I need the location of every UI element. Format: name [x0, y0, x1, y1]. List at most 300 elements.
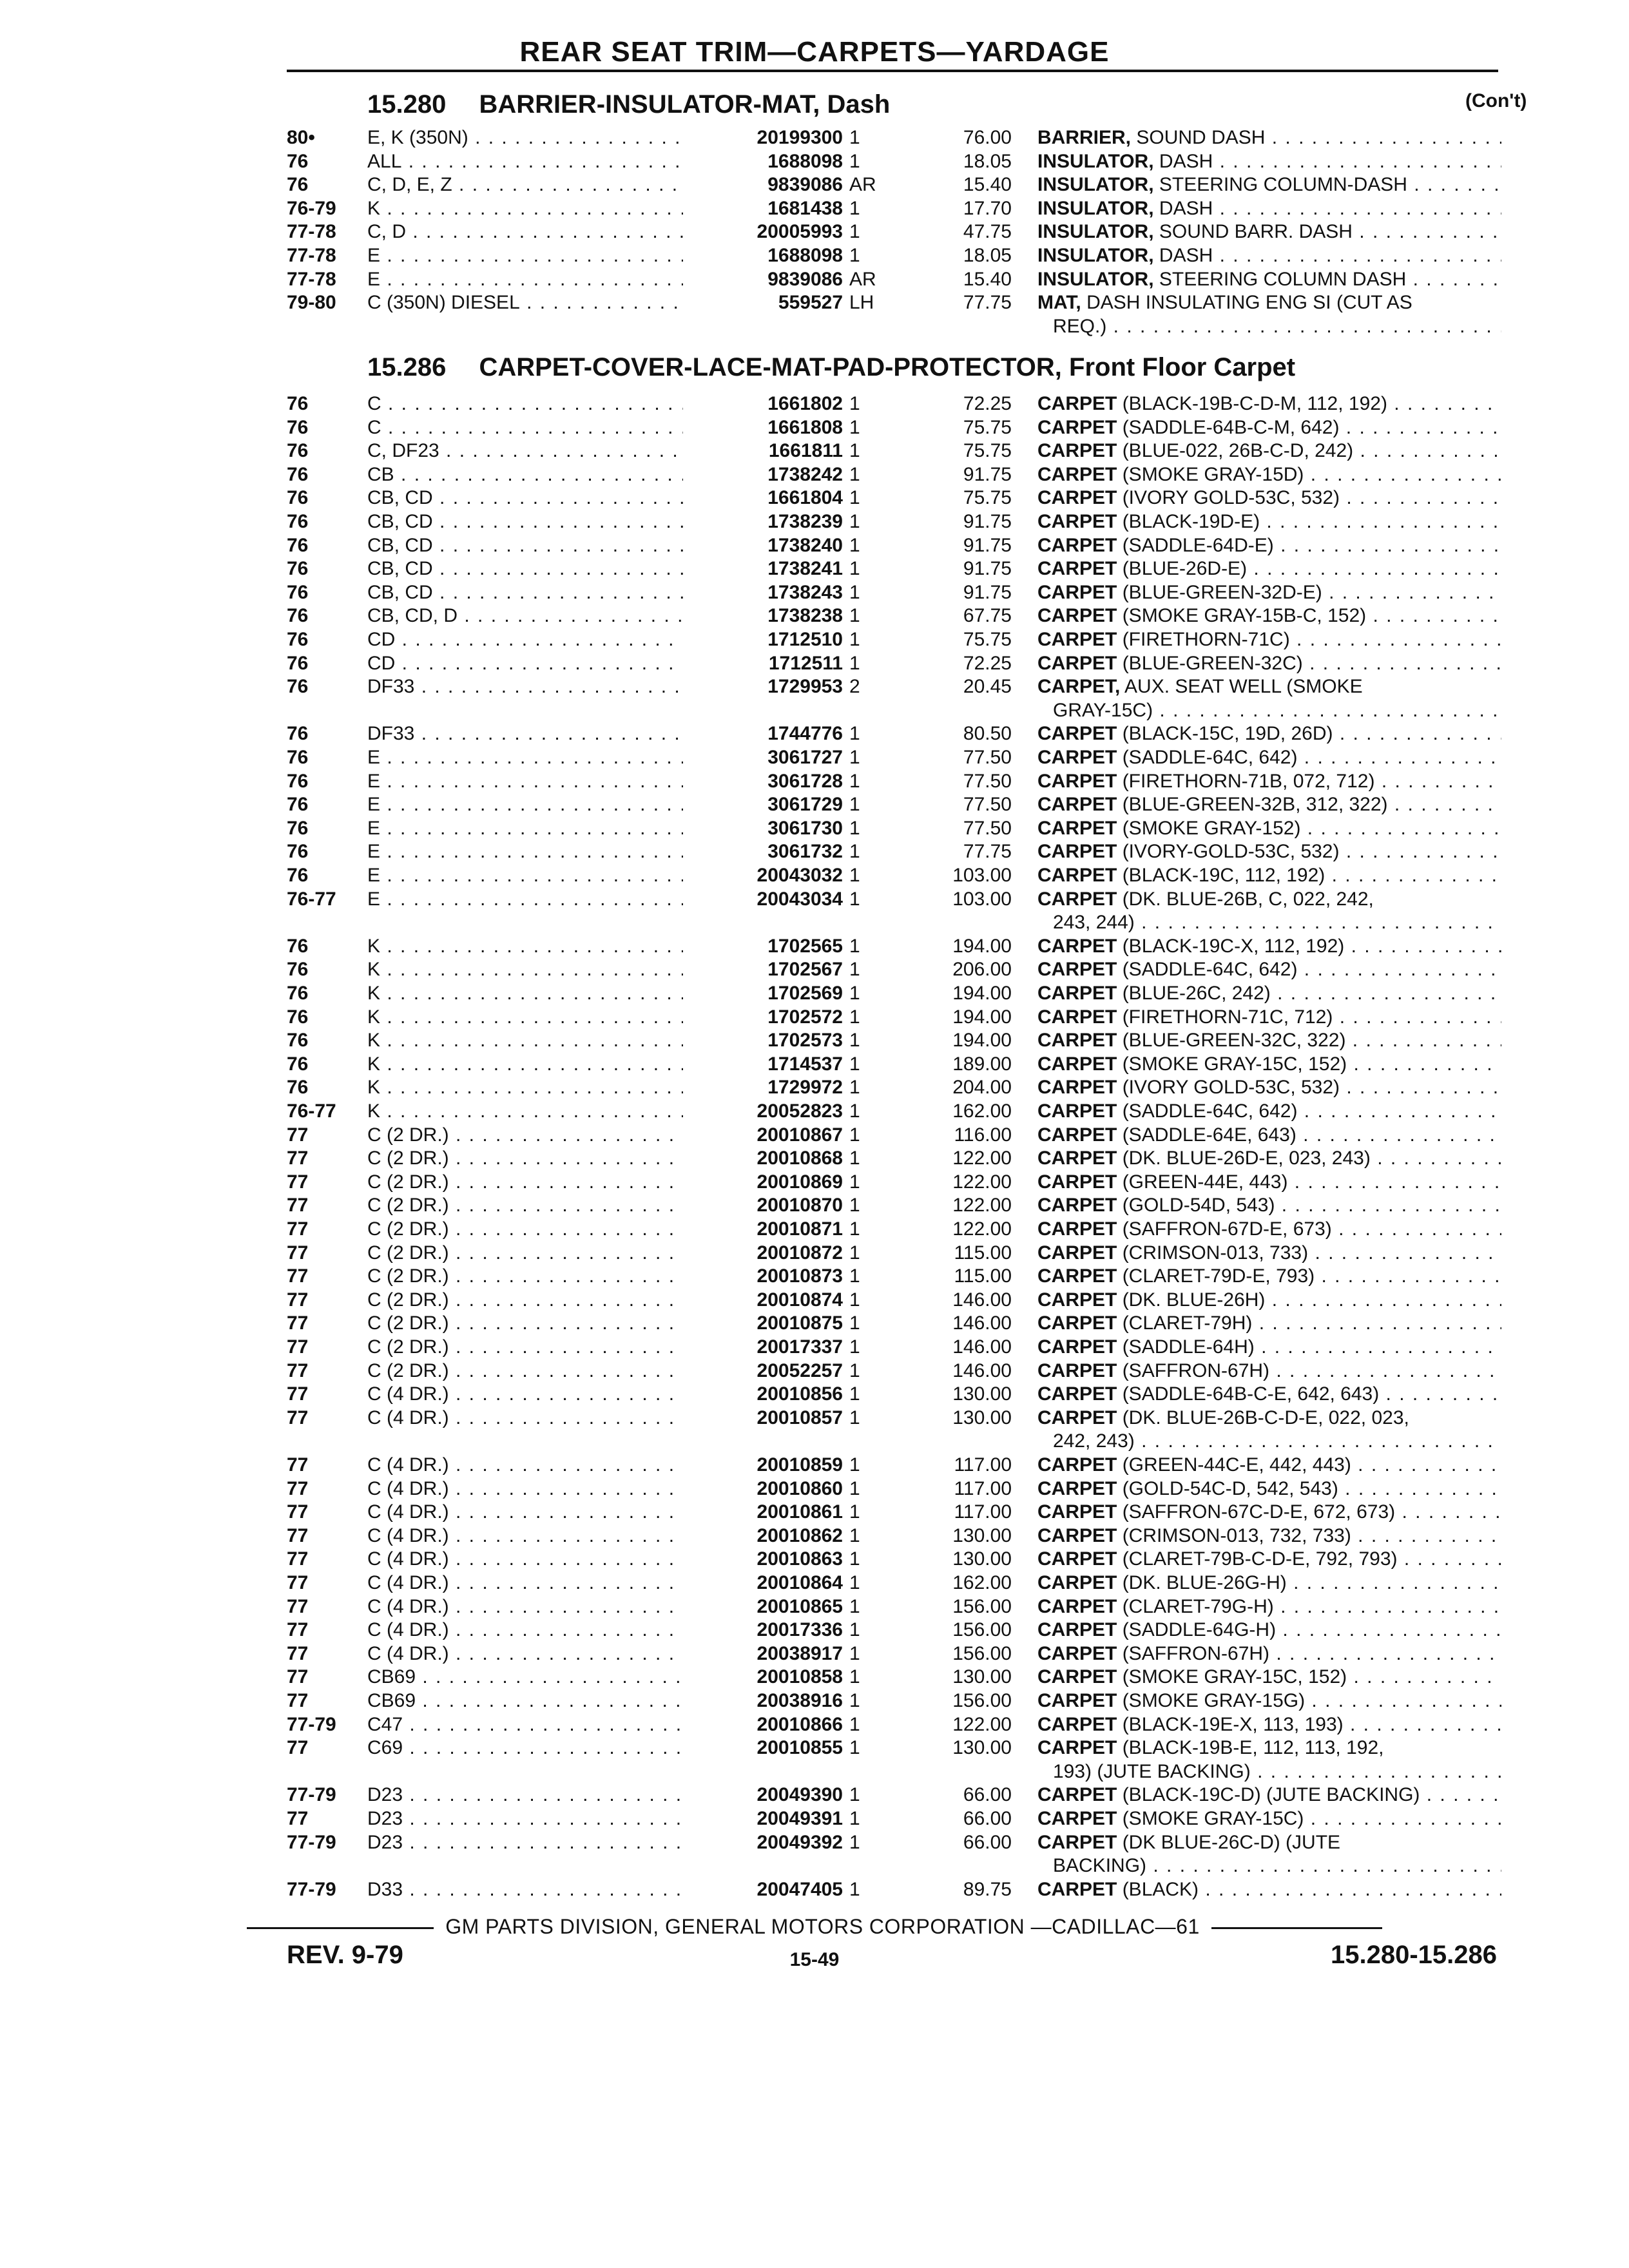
application: C (4 DR.) . . .	[367, 1477, 709, 1501]
application: C (4 DR.) . . .	[367, 1571, 709, 1595]
model-year: 76	[287, 841, 309, 863]
quantity: 1	[849, 1312, 860, 1334]
application: CB69 . . .	[367, 1689, 709, 1713]
part-name: CARPET	[1037, 1619, 1117, 1641]
quantity: 1	[849, 1454, 860, 1475]
part-detail: (SADDLE-64C, 642)	[1122, 747, 1298, 768]
application: C (2 DR.) . . .	[367, 1359, 709, 1383]
part-detail: (SMOKE GRAY-15C, 152)	[1122, 1053, 1347, 1075]
application: C (2 DR.) . . .	[367, 1335, 709, 1359]
part-detail: (BLACK-19C-X, 112, 192)	[1122, 935, 1345, 957]
part-name: CARPET	[1037, 1124, 1117, 1146]
description-continuation	[1053, 1854, 1501, 1878]
part-number: 20010875	[683, 1311, 843, 1335]
section-subtitle: Dash	[827, 90, 891, 119]
parts-row	[0, 981, 1629, 1005]
part-name: CARPET	[1037, 1595, 1117, 1617]
quantity: 1	[849, 1030, 860, 1052]
list-price: 80.50	[963, 723, 1012, 745]
application: D33 . . .	[367, 1878, 709, 1901]
model-year: 76	[287, 558, 309, 580]
parts-row	[0, 1618, 1629, 1642]
part-detail: (FIRETHORN-71C, 712)	[1122, 1006, 1333, 1028]
part-number: 1702565	[683, 934, 843, 958]
part-detail: (SMOKE GRAY-15D)	[1122, 463, 1304, 485]
list-price: 91.75	[963, 511, 1012, 532]
part-name: CARPET	[1037, 1218, 1117, 1240]
part-description	[1037, 1075, 1501, 1099]
part-detail: (BLACK)	[1122, 1878, 1199, 1900]
part-number: 1702567	[683, 957, 843, 981]
description-continuation	[1053, 698, 1501, 722]
model-year: 77-79	[287, 1784, 336, 1806]
model-year: 76	[287, 150, 309, 172]
application: E . . .	[367, 793, 709, 816]
model-year: 77	[287, 1642, 309, 1664]
leader-dots	[1153, 700, 1501, 721]
part-description	[1037, 1288, 1501, 1312]
leader-dots	[1297, 959, 1501, 980]
parts-row	[0, 1288, 1629, 1312]
part-detail: (BLUE-26D-E)	[1122, 558, 1248, 580]
parts-row	[0, 745, 1629, 769]
leader-dots	[1213, 198, 1501, 219]
part-detail: (DK. BLUE-26H)	[1122, 1289, 1266, 1311]
list-price: 18.05	[963, 150, 1012, 172]
part-number: 1738242	[683, 463, 843, 486]
model-year: 76	[287, 605, 309, 627]
application: C (2 DR.) . . .	[367, 1288, 709, 1312]
part-description	[1037, 220, 1501, 244]
quantity: 1	[849, 959, 860, 981]
application: K . . .	[367, 197, 709, 220]
parts-row	[0, 769, 1629, 793]
application: E . . .	[367, 816, 709, 840]
quantity: 2	[849, 676, 860, 698]
quantity: 1	[849, 1878, 860, 1900]
model-year: 79-80	[287, 292, 336, 314]
application: ALL . . .	[367, 149, 709, 173]
quantity: 1	[849, 841, 860, 863]
part-number: 20010855	[683, 1736, 843, 1760]
part-description	[1037, 1831, 1501, 1854]
model-year: 76-79	[287, 197, 336, 219]
part-description	[1037, 1571, 1501, 1595]
model-year: 77	[287, 1171, 309, 1193]
application: K . . .	[367, 1099, 709, 1123]
part-name: CARPET	[1037, 629, 1117, 650]
part-detail: (SADDLE-64H)	[1122, 1336, 1255, 1358]
part-number: 20047405	[683, 1878, 843, 1901]
part-name: CARPET	[1037, 770, 1117, 792]
list-price: 146.00	[952, 1360, 1012, 1381]
part-number: 9839086	[683, 173, 843, 197]
leader-dots	[1297, 1100, 1501, 1122]
parts-row	[0, 863, 1629, 887]
parts-row	[0, 793, 1629, 816]
part-name: CARPET	[1037, 1148, 1117, 1169]
quantity: 1	[849, 1524, 860, 1546]
model-year: 76-77	[287, 888, 336, 910]
list-price: 115.00	[954, 1265, 1012, 1287]
model-year: 76	[287, 723, 309, 745]
part-number: 1738240	[683, 533, 843, 557]
model-year: 77	[287, 1383, 309, 1405]
quantity: 1	[849, 817, 860, 839]
part-number: 20010856	[683, 1382, 843, 1406]
model-year: 76	[287, 935, 309, 957]
part-number: 20010874	[683, 1288, 843, 1312]
model-year: 76	[287, 652, 309, 674]
part-detail: (CLARET-79G-H)	[1122, 1595, 1274, 1617]
model-year: 77	[287, 1407, 309, 1428]
model-year: 76	[287, 511, 309, 532]
parts-row	[0, 1595, 1629, 1619]
part-name: CARPET	[1037, 1242, 1117, 1264]
part-number: 1738243	[683, 581, 843, 604]
parts-row	[0, 1547, 1629, 1571]
part-detail: (GOLD-54D, 543)	[1122, 1195, 1275, 1216]
part-number: 20010865	[683, 1595, 843, 1619]
model-year: 76	[287, 983, 309, 1004]
part-detail: DASH	[1159, 245, 1213, 266]
quantity: 1	[849, 1737, 860, 1759]
quantity: 1	[849, 1218, 860, 1240]
continuation-text: 193) (JUTE BACKING)	[1053, 1760, 1251, 1782]
parts-row	[0, 1524, 1629, 1548]
part-number: 1661811	[683, 439, 843, 463]
part-number: 20010858	[683, 1665, 843, 1689]
part-description	[1037, 934, 1501, 958]
list-price: 117.00	[954, 1501, 1012, 1523]
parts-row	[0, 557, 1629, 581]
leader-dots	[1398, 1548, 1502, 1570]
part-name: BARRIER,	[1037, 127, 1132, 148]
application: C (4 DR.) . . .	[367, 1406, 709, 1430]
list-price: 194.00	[952, 1006, 1012, 1028]
quantity: 1	[849, 1713, 860, 1735]
leader-dots	[1351, 1454, 1501, 1475]
part-name: CARPET	[1037, 1548, 1117, 1570]
list-price: 91.75	[963, 581, 1012, 603]
quantity: 1	[849, 1407, 860, 1428]
part-name: INSULATOR,	[1037, 197, 1154, 219]
parts-row	[0, 1382, 1629, 1406]
part-description	[1037, 957, 1501, 981]
continuation-text: GRAY-15C)	[1053, 699, 1153, 721]
application: DF33 . . .	[367, 675, 709, 698]
model-year: 77	[287, 1501, 309, 1523]
part-description	[1037, 1807, 1501, 1831]
footer-publisher-text: GM PARTS DIVISION, GENERAL MOTORS CORPORATION —CADILLAC—61	[445, 1915, 1200, 1938]
part-description	[1037, 1217, 1501, 1241]
leader-dots	[1287, 1572, 1501, 1593]
part-description	[1037, 1453, 1501, 1477]
leader-dots	[1351, 1525, 1501, 1546]
part-detail: (BLUE-GREEN-32C, 322)	[1122, 1030, 1346, 1052]
part-name: CARPET	[1037, 1171, 1117, 1193]
part-detail: (DK. BLUE-26B, C, 022, 242,	[1122, 888, 1374, 910]
parts-row	[0, 1831, 1629, 1854]
part-detail: (IVORY GOLD-53C, 532)	[1122, 1077, 1340, 1099]
quantity: 1	[849, 1501, 860, 1523]
application: E . . .	[367, 863, 709, 887]
list-price: 67.75	[963, 605, 1012, 627]
part-detail: (GREEN-44E, 443)	[1122, 1171, 1288, 1193]
quantity: LH	[849, 292, 874, 314]
application: E . . .	[367, 887, 709, 911]
section-number: 15.280	[367, 90, 447, 119]
part-description	[1037, 439, 1501, 463]
part-detail: (CLARET-79B-C-D-E, 792, 793)	[1122, 1548, 1398, 1570]
leader-dots	[1340, 1077, 1501, 1098]
part-detail: (SAFFRON-67C-D-E, 672, 673)	[1122, 1501, 1396, 1523]
list-price: 146.00	[952, 1312, 1012, 1334]
part-number: 3061732	[683, 840, 843, 863]
model-year: 77	[287, 1808, 309, 1829]
leader-dots	[1420, 1784, 1501, 1805]
application: K . . .	[367, 957, 709, 981]
application: CB, CD . . .	[367, 533, 709, 557]
part-detail: (SMOKE GRAY-15C, 152)	[1122, 1666, 1347, 1688]
part-detail: (DK. BLUE-26D-E, 023, 243)	[1122, 1148, 1371, 1169]
leader-dots	[1338, 1478, 1501, 1499]
part-number: 20049390	[683, 1783, 843, 1807]
parts-row	[0, 1099, 1629, 1123]
parts-row	[0, 126, 1629, 149]
section-range: 15.280-15.286	[1330, 1941, 1497, 1969]
leader-dots	[1374, 771, 1501, 792]
part-number: 20010859	[683, 1453, 843, 1477]
leader-dots	[1199, 1879, 1501, 1900]
application: E . . .	[367, 267, 709, 291]
parts-row	[0, 1146, 1629, 1170]
leader-dots	[1296, 1124, 1501, 1146]
part-detail: (DK. BLUE-26B-C-D-E, 022, 023,	[1122, 1407, 1409, 1428]
parts-row	[0, 1500, 1629, 1524]
quantity: 1	[849, 770, 860, 792]
section-name: BARRIER-INSULATOR-MAT,	[479, 90, 820, 119]
parts-row	[0, 1005, 1629, 1029]
part-description	[1037, 1665, 1501, 1689]
part-number: 1681438	[683, 197, 843, 220]
application: C (4 DR.) . . .	[367, 1453, 709, 1477]
part-detail: SOUND DASH	[1136, 127, 1266, 148]
model-year: 77-78	[287, 245, 336, 266]
model-year: 76	[287, 629, 309, 650]
part-number: 20052823	[683, 1099, 843, 1123]
description-continuation	[1053, 314, 1501, 338]
leader-dots	[1275, 1195, 1501, 1216]
part-detail: (SADDLE-64B-C-M, 642)	[1122, 416, 1340, 438]
application: CB, CD . . .	[367, 486, 709, 510]
part-number: 20010862	[683, 1524, 843, 1548]
leader-dots	[1371, 1148, 1501, 1169]
leader-dots	[1339, 417, 1501, 438]
model-year: 77	[287, 1595, 309, 1617]
parts-row	[0, 840, 1629, 863]
part-number: 20010857	[683, 1406, 843, 1430]
part-description	[1037, 1406, 1501, 1430]
application: K . . .	[367, 934, 709, 958]
part-description	[1037, 1595, 1501, 1619]
part-detail: (CLARET-79H)	[1122, 1312, 1253, 1334]
quantity: 1	[849, 1100, 860, 1122]
part-detail: (BLACK-19D-E)	[1122, 511, 1260, 532]
part-detail: (FIRETHORN-71C)	[1122, 629, 1290, 650]
part-number: 20010863	[683, 1547, 843, 1571]
quantity: 1	[849, 1808, 860, 1829]
parts-row	[0, 1241, 1629, 1265]
part-description	[1037, 1713, 1501, 1736]
part-number: 3061727	[683, 745, 843, 769]
parts-row	[0, 1665, 1629, 1689]
model-year: 76	[287, 440, 309, 462]
leader-dots	[1325, 865, 1501, 886]
part-name: CARPET	[1037, 1831, 1117, 1853]
leader-dots	[1332, 1218, 1501, 1240]
leader-dots	[1333, 1006, 1501, 1028]
part-detail: (SMOKE GRAY-15B-C, 152)	[1122, 605, 1367, 627]
list-price: 130.00	[952, 1383, 1012, 1405]
parts-row	[0, 392, 1629, 416]
leader-dots	[1252, 1312, 1501, 1334]
application: C (4 DR.) . . .	[367, 1547, 709, 1571]
application: C (2 DR.) . . .	[367, 1264, 709, 1288]
model-year: 76	[287, 1006, 309, 1028]
part-name: CARPET	[1037, 463, 1117, 485]
leader-dots	[1406, 269, 1501, 290]
part-detail: (BLUE-GREEN-32B, 312, 322)	[1122, 794, 1388, 816]
parts-row	[0, 267, 1629, 291]
part-detail: STEERING COLUMN-DASH	[1159, 174, 1407, 196]
part-detail: (BLACK-19C, 112, 192)	[1122, 865, 1325, 886]
part-detail: (DK. BLUE-26G-H)	[1122, 1572, 1287, 1593]
parts-row	[0, 1193, 1629, 1217]
section-heading-15-280	[367, 90, 1527, 119]
application: C (4 DR.) . . .	[367, 1595, 709, 1619]
section-subtitle: Front Floor Carpet	[1069, 353, 1296, 381]
list-price: 115.00	[954, 1242, 1012, 1264]
part-number: 20052257	[683, 1359, 843, 1383]
list-price: 122.00	[952, 1171, 1012, 1193]
part-name: CARPET	[1037, 723, 1117, 745]
quantity: 1	[849, 1289, 860, 1311]
part-name: CARPET	[1037, 1524, 1117, 1546]
quantity: 1	[849, 1784, 860, 1806]
leader-dots	[1269, 1643, 1501, 1664]
part-description	[1037, 1524, 1501, 1548]
leader-dots	[1322, 582, 1501, 603]
part-detail: (IVORY GOLD-53C, 532)	[1122, 487, 1340, 509]
application: CB, CD . . .	[367, 510, 709, 533]
application: C (2 DR.) . . .	[367, 1241, 709, 1265]
quantity: 1	[849, 221, 860, 243]
quantity: 1	[849, 1595, 860, 1617]
list-price: 72.25	[963, 652, 1012, 674]
part-name: CARPET,	[1037, 676, 1121, 698]
part-number: 20010867	[683, 1123, 843, 1147]
list-price: 130.00	[952, 1666, 1012, 1688]
application: DF33 . . .	[367, 722, 709, 745]
quantity: AR	[849, 174, 876, 196]
application: C69 . . .	[367, 1736, 709, 1760]
list-price: 130.00	[952, 1407, 1012, 1428]
part-description	[1037, 1500, 1501, 1524]
part-number: 20038917	[683, 1642, 843, 1666]
part-number: 1738238	[683, 604, 843, 628]
part-description	[1037, 1736, 1501, 1760]
application: CB, CD . . .	[367, 557, 709, 581]
part-description	[1037, 1618, 1501, 1642]
part-description	[1037, 1783, 1501, 1807]
continuation-text: REQ.)	[1053, 315, 1107, 337]
section-number: 15.286	[367, 353, 447, 381]
list-price: 77.75	[963, 292, 1012, 314]
quantity: 1	[849, 245, 860, 266]
part-detail: (GREEN-44C-E, 442, 443)	[1122, 1454, 1351, 1475]
part-description	[1037, 1052, 1501, 1076]
model-year: 76	[287, 487, 309, 509]
leader-dots	[1347, 1053, 1501, 1075]
model-year: 76	[287, 534, 309, 556]
application: C, DF23 . . .	[367, 439, 709, 463]
quantity: 1	[849, 197, 860, 219]
parts-row	[0, 1335, 1629, 1359]
list-price: 77.50	[963, 747, 1012, 768]
part-name: CARPET	[1037, 1006, 1117, 1028]
part-name: CARPET	[1037, 1454, 1117, 1475]
continuation-text: BACKING)	[1053, 1855, 1147, 1877]
quantity: 1	[849, 794, 860, 816]
leader-dots	[1395, 1501, 1501, 1523]
part-number: 1729972	[683, 1075, 843, 1099]
part-description	[1037, 604, 1501, 628]
list-price: 72.25	[963, 393, 1012, 414]
part-number: 3061728	[683, 769, 843, 793]
model-year: 76	[287, 393, 309, 414]
quantity: 1	[849, 534, 860, 556]
parts-row	[0, 628, 1629, 651]
application: D23 . . .	[367, 1831, 709, 1854]
part-description	[1037, 863, 1501, 887]
parts-row	[0, 581, 1629, 604]
part-description	[1037, 628, 1501, 651]
leader-dots	[1247, 558, 1501, 579]
quantity: 1	[849, 1265, 860, 1287]
leader-dots	[1135, 912, 1501, 933]
leader-dots	[1345, 1030, 1501, 1051]
list-price: 75.75	[963, 487, 1012, 509]
part-name: CARPET	[1037, 1477, 1117, 1499]
application: CD . . .	[367, 651, 709, 675]
model-year: 77	[287, 1619, 309, 1641]
parts-row	[0, 1453, 1629, 1477]
quantity: 1	[849, 1053, 860, 1075]
quantity: 1	[849, 440, 860, 462]
leader-dots	[1353, 221, 1501, 242]
quantity: 1	[849, 1336, 860, 1358]
leader-dots	[1297, 747, 1501, 768]
quantity: 1	[849, 581, 860, 603]
part-detail: (SAFFRON-67H)	[1122, 1360, 1270, 1381]
part-description	[1037, 745, 1501, 769]
part-description	[1037, 1193, 1501, 1217]
parts-row	[0, 291, 1629, 314]
part-name: CARPET	[1037, 1572, 1117, 1593]
part-name: CARPET	[1037, 959, 1117, 981]
part-name: CARPET	[1037, 534, 1117, 556]
